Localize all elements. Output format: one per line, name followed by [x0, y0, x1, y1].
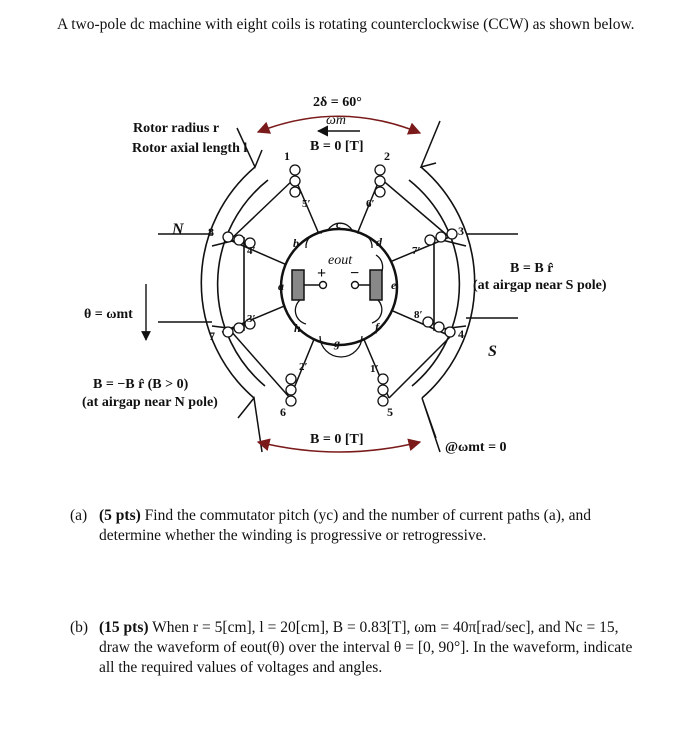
b-pos-label: B = B r̂: [510, 261, 554, 276]
coil-6: 6: [280, 405, 286, 419]
b-pos-note: (at airgap near S pole): [473, 278, 607, 293]
eout-label: eout: [328, 253, 353, 268]
coil-2: 2: [384, 149, 390, 163]
b-zero-top: B = 0 [T]: [310, 139, 364, 154]
coil-1-prime: 1′: [370, 363, 379, 375]
time-zero-label: @ωmt = 0: [445, 440, 507, 455]
b-neg-note: (at airgap near N pole): [82, 395, 218, 410]
coil-3: 3: [458, 224, 464, 238]
question-a-points: (5 pts): [99, 507, 141, 524]
segment-f: f: [375, 320, 379, 334]
coil-4-prime: 4′: [247, 245, 256, 257]
brush-right: [370, 270, 382, 300]
rotor-radius-label: Rotor radius r: [133, 121, 220, 136]
problem-intro: A two-pole dc machine with eight coils is rotating counterclockwise (CCW) as shown below.: [57, 16, 635, 33]
minus-sign: −: [350, 265, 360, 282]
coil-5-prime: 5′: [302, 198, 311, 210]
omega-label: ωm: [326, 113, 346, 128]
question-b-label: (b): [70, 619, 89, 636]
question-a-text: Find the commutator pitch (yc) and the number of current paths (a), and determine whether the winding is progressive or retrogressive.: [99, 507, 591, 544]
question-a-label: (a): [70, 507, 88, 524]
brush-left: [292, 270, 304, 300]
segment-a: a: [278, 279, 284, 293]
segment-c: c: [336, 217, 342, 231]
segment-b: b: [293, 236, 299, 250]
coil-7: 7: [209, 329, 215, 343]
angle-label: 2δ = 60°: [313, 95, 362, 110]
question-a: [70, 506, 650, 546]
segment-e: e: [391, 278, 397, 292]
coil-7-prime: 7′: [412, 245, 421, 257]
coil-4: 4: [458, 327, 464, 341]
rotor-length-label: Rotor axial length l: [132, 141, 248, 156]
plus-sign: +: [317, 265, 327, 282]
question-b-points: (15 pts): [99, 619, 149, 636]
segment-g: g: [334, 336, 340, 350]
south-label: S: [488, 343, 497, 360]
terminal-plus: [320, 282, 327, 289]
coil-5: 5: [387, 405, 393, 419]
coil-6-prime: 6′: [366, 198, 375, 210]
segment-h: h: [294, 321, 301, 335]
segment-d: d: [376, 235, 382, 249]
coil-8-prime: 8′: [414, 309, 423, 321]
coil-8: 8: [208, 225, 214, 239]
coil-2-prime: 2′: [299, 361, 308, 373]
question-b: [70, 618, 650, 678]
question-b-text: When r = 5[cm], l = 20[cm], B = 0.83[T], ωm = 40π[rad/sec], and Nc = 15, draw the waveform of eout(θ) over the interval θ = [0, 90°]. In the waveform, indicate all the required values of voltages and angles.: [99, 619, 633, 676]
b-neg-label: B = −B r̂ (B > 0): [93, 377, 189, 392]
terminal-minus: [352, 282, 359, 289]
coil-1: 1: [284, 149, 290, 163]
b-zero-bottom: B = 0 [T]: [310, 432, 364, 447]
north-label: N: [172, 221, 184, 238]
coil-3-prime: 3′: [247, 313, 256, 325]
theta-label: θ = ωmt: [84, 307, 133, 322]
